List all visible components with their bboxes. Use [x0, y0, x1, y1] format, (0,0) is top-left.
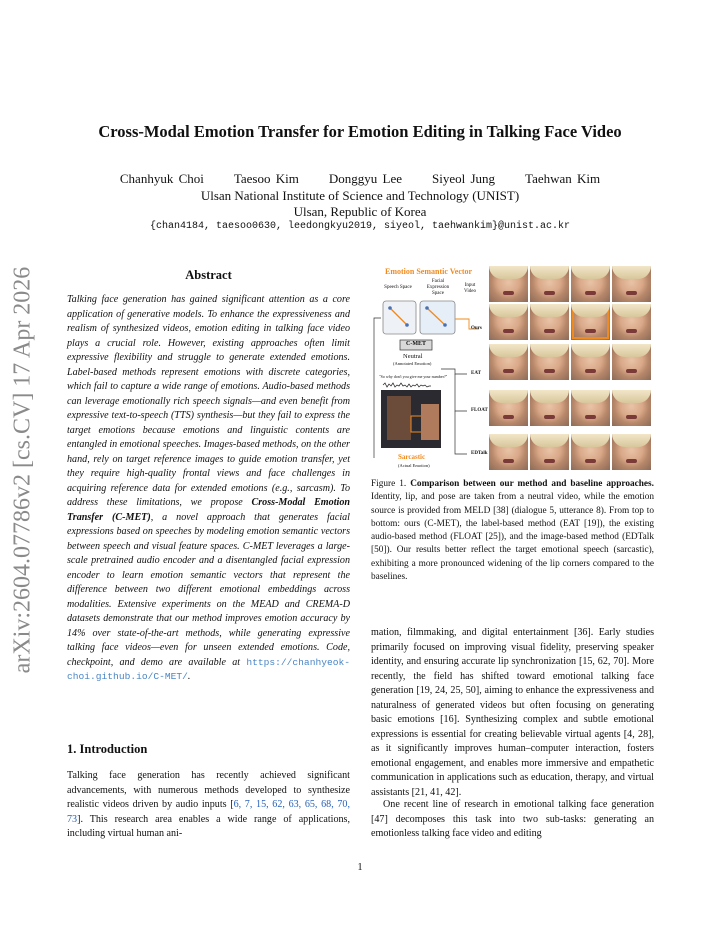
- abstract-text: Talking face generation has gained significant attention as a core application of generative models. To enhance the expressiveness and realism of synthesized videos, emotion editing in talking face video plays a crucial role. However, existing approaches often limit expressive flexibility and struggle to generate extended emotions. Label-based methods represent emotions with discrete categories, which fail to capture a wide range of emotions. Audio-based methods can leverage emotionally rich speech signals—and even benefit from expressive text-to-speech (TTS) synthesis—but they fail to express the target emotions because emotions and linguistic contents are entangled in emotional speeches. Images-based methods, on the other hand, rely on target reference images to guide emotion transfer, yet they require high-quality frontal views and face challenges in acquiring reference data for extended emotions (e.g., sarcasm). To address these limitations, we propose: [67, 294, 350, 508]
- author-name: Siyeol Jung: [431, 171, 496, 186]
- ours-frame: [489, 304, 528, 340]
- author-name: Taehwan Kim: [525, 171, 601, 186]
- row-label-edtalk: EDTalk: [471, 451, 488, 456]
- method-name: Cross-Modal Emotion Transfer (C-MET): [67, 497, 350, 523]
- eat-frame: [612, 344, 651, 380]
- project-link[interactable]: https://chanhyeok-choi.github.io/C-MET/: [67, 656, 350, 682]
- ours-frame-highlighted: [571, 304, 610, 340]
- facial-space-label: Facial Expression Space: [426, 279, 450, 296]
- eat-frame: [571, 344, 610, 380]
- author-name: Taesoo Kim: [233, 171, 299, 186]
- figure-1-caption: [371, 478, 654, 584]
- abstract-body: [67, 293, 350, 685]
- intro-text: Talking face generation has recently achieved significant advancements, with numerous methods developed to synthesize realistic videos driven by audio inputs [: [67, 770, 350, 810]
- page-number: 1: [357, 862, 363, 873]
- figure-title: Emotion Semantic Vector: [385, 267, 473, 276]
- paper-title: Cross-Modal Emotion Transfer for Emotion Editing in Talking Face Video: [98, 122, 622, 141]
- neutral-label: Neutral: [403, 353, 423, 360]
- row-label-eat: EAT: [471, 371, 481, 376]
- edtalk-frame: [530, 434, 569, 470]
- arxiv-stamp: [6, 260, 40, 680]
- input-video-frame: [612, 266, 651, 302]
- author-name: Chanhyuk Choi: [119, 171, 204, 186]
- author-list: [0, 171, 720, 187]
- caption-text: Identity, lip, and pose are taken from a neutral video, while the emotion source is provided from MELD [38] (dialogue 5, utterance 8). From top to bottom: ours (C-MET), the label-based method (EAT [19]), the existing audio-based method (FLOAT [25]), and the image-based method (EDTalk [50]). Our results better reflect the target emotional speech (sarcastic), exhibiting a more pronounced widening of the lip corners compared to the baselines.: [371, 492, 654, 583]
- speech-space-label: Speech Space: [384, 285, 412, 290]
- edtalk-frame: [571, 434, 610, 470]
- input-video-frame: [530, 266, 569, 302]
- float-frame: [530, 390, 569, 426]
- abstract-end: .: [187, 671, 191, 682]
- eat-frame: [489, 344, 528, 380]
- sarcastic-sublabel: (Actual Emotion): [398, 463, 430, 468]
- sarcastic-label: Sarcastic: [398, 453, 426, 461]
- section-heading-introduction: 1. Introduction: [67, 742, 148, 756]
- input-video-frame: [489, 266, 528, 302]
- ours-frame: [612, 304, 651, 340]
- intro-text: ]. This research area enables a wide range of applications, including virtual human ani-: [67, 813, 350, 839]
- ours-frame: [530, 304, 569, 340]
- transcript-text: "So why don't you give me your number?": [379, 374, 448, 379]
- float-frame: [489, 390, 528, 426]
- input-video-label: Input Video: [464, 283, 476, 294]
- location: Ulsan, Republic of Korea: [293, 204, 427, 219]
- row-label-float: FLOAT: [471, 408, 488, 413]
- row-label-ours: Ours: [471, 326, 482, 331]
- author-emails: {chan4184, taesoo0630, leedongkyu2019, siyeol, taehwankim}@unist.ac.kr: [149, 221, 571, 232]
- author-name: Donggyu Lee: [328, 171, 402, 186]
- intro-paragraph-continued: mation, filmmaking, and digital entertainment [36]. Early studies primarily focused on improving visual fidelity, preserving speaker identity, and ensuring accurate lip synchronization [15, 62, 70]. More recently, the field has shifted toward emotional talking face generation [19, 24, 25, 50], aiming to enhance the expressiveness and naturalness of generated videos but often focusing on generating basic emotions [16]. Synthesizing complex and subtle emotional expressions is essential for creating believable virtual agents [4, 28], as it significantly improves human–computer interaction, fosters emotional engagement, and enables more immersive and empathetic communication in applications such as education, therapy, and virtual assistants [21, 41, 42].: [371, 627, 654, 798]
- citation-links[interactable]: 6, 7, 15, 62, 63, 65, 68, 70, 73: [67, 799, 350, 825]
- float-frame: [612, 390, 651, 426]
- pipeline-diagram: [371, 264, 487, 474]
- caption-bold: Comparison between our method and baseline approaches.: [410, 479, 654, 489]
- edtalk-frame: [489, 434, 528, 470]
- intro-paragraph: [67, 769, 350, 842]
- abstract-text: , a novel approach that generates facial expressions based on speeches by modeling emotion semantic vectors between speech and visual feature spaces. C-MET leverages a large-scale pretrained audio encoder and a disentangled facial expression encoder to learn emotion semantic vectors that represent the difference between two different emotional embeddings across modalities. Extensive experiments on the MEAD and CREMA-D datasets demonstrate that our method improves emotion accuracy by 14% over state-of-the-art methods, while generating expressive talking face videos—even for unseen extended emotions. Code, checkpoint, and demo are available at: [67, 511, 350, 668]
- abstract-heading: Abstract: [185, 268, 232, 282]
- cmet-label: C-MET: [406, 341, 426, 347]
- edtalk-frame: [612, 434, 651, 470]
- affiliation: Ulsan National Institute of Science and Technology (UNIST): [200, 188, 520, 203]
- caption-label: Figure 1.: [371, 479, 407, 489]
- float-frame: [571, 390, 610, 426]
- eat-frame: [530, 344, 569, 380]
- figure-1: [371, 264, 654, 474]
- input-video-frame: [571, 266, 610, 302]
- arxiv-stamp-text: arXiv:2604.07786v2 [cs.CV] 17 Apr 2026: [9, 266, 36, 674]
- intro-paragraph-2: One recent line of research in emotional talking face generation [47] decomposes this task into two sub-tasks: generating an emotionless talking face video and editing: [371, 799, 654, 839]
- neutral-sublabel: (Annotated Emotion): [393, 361, 432, 366]
